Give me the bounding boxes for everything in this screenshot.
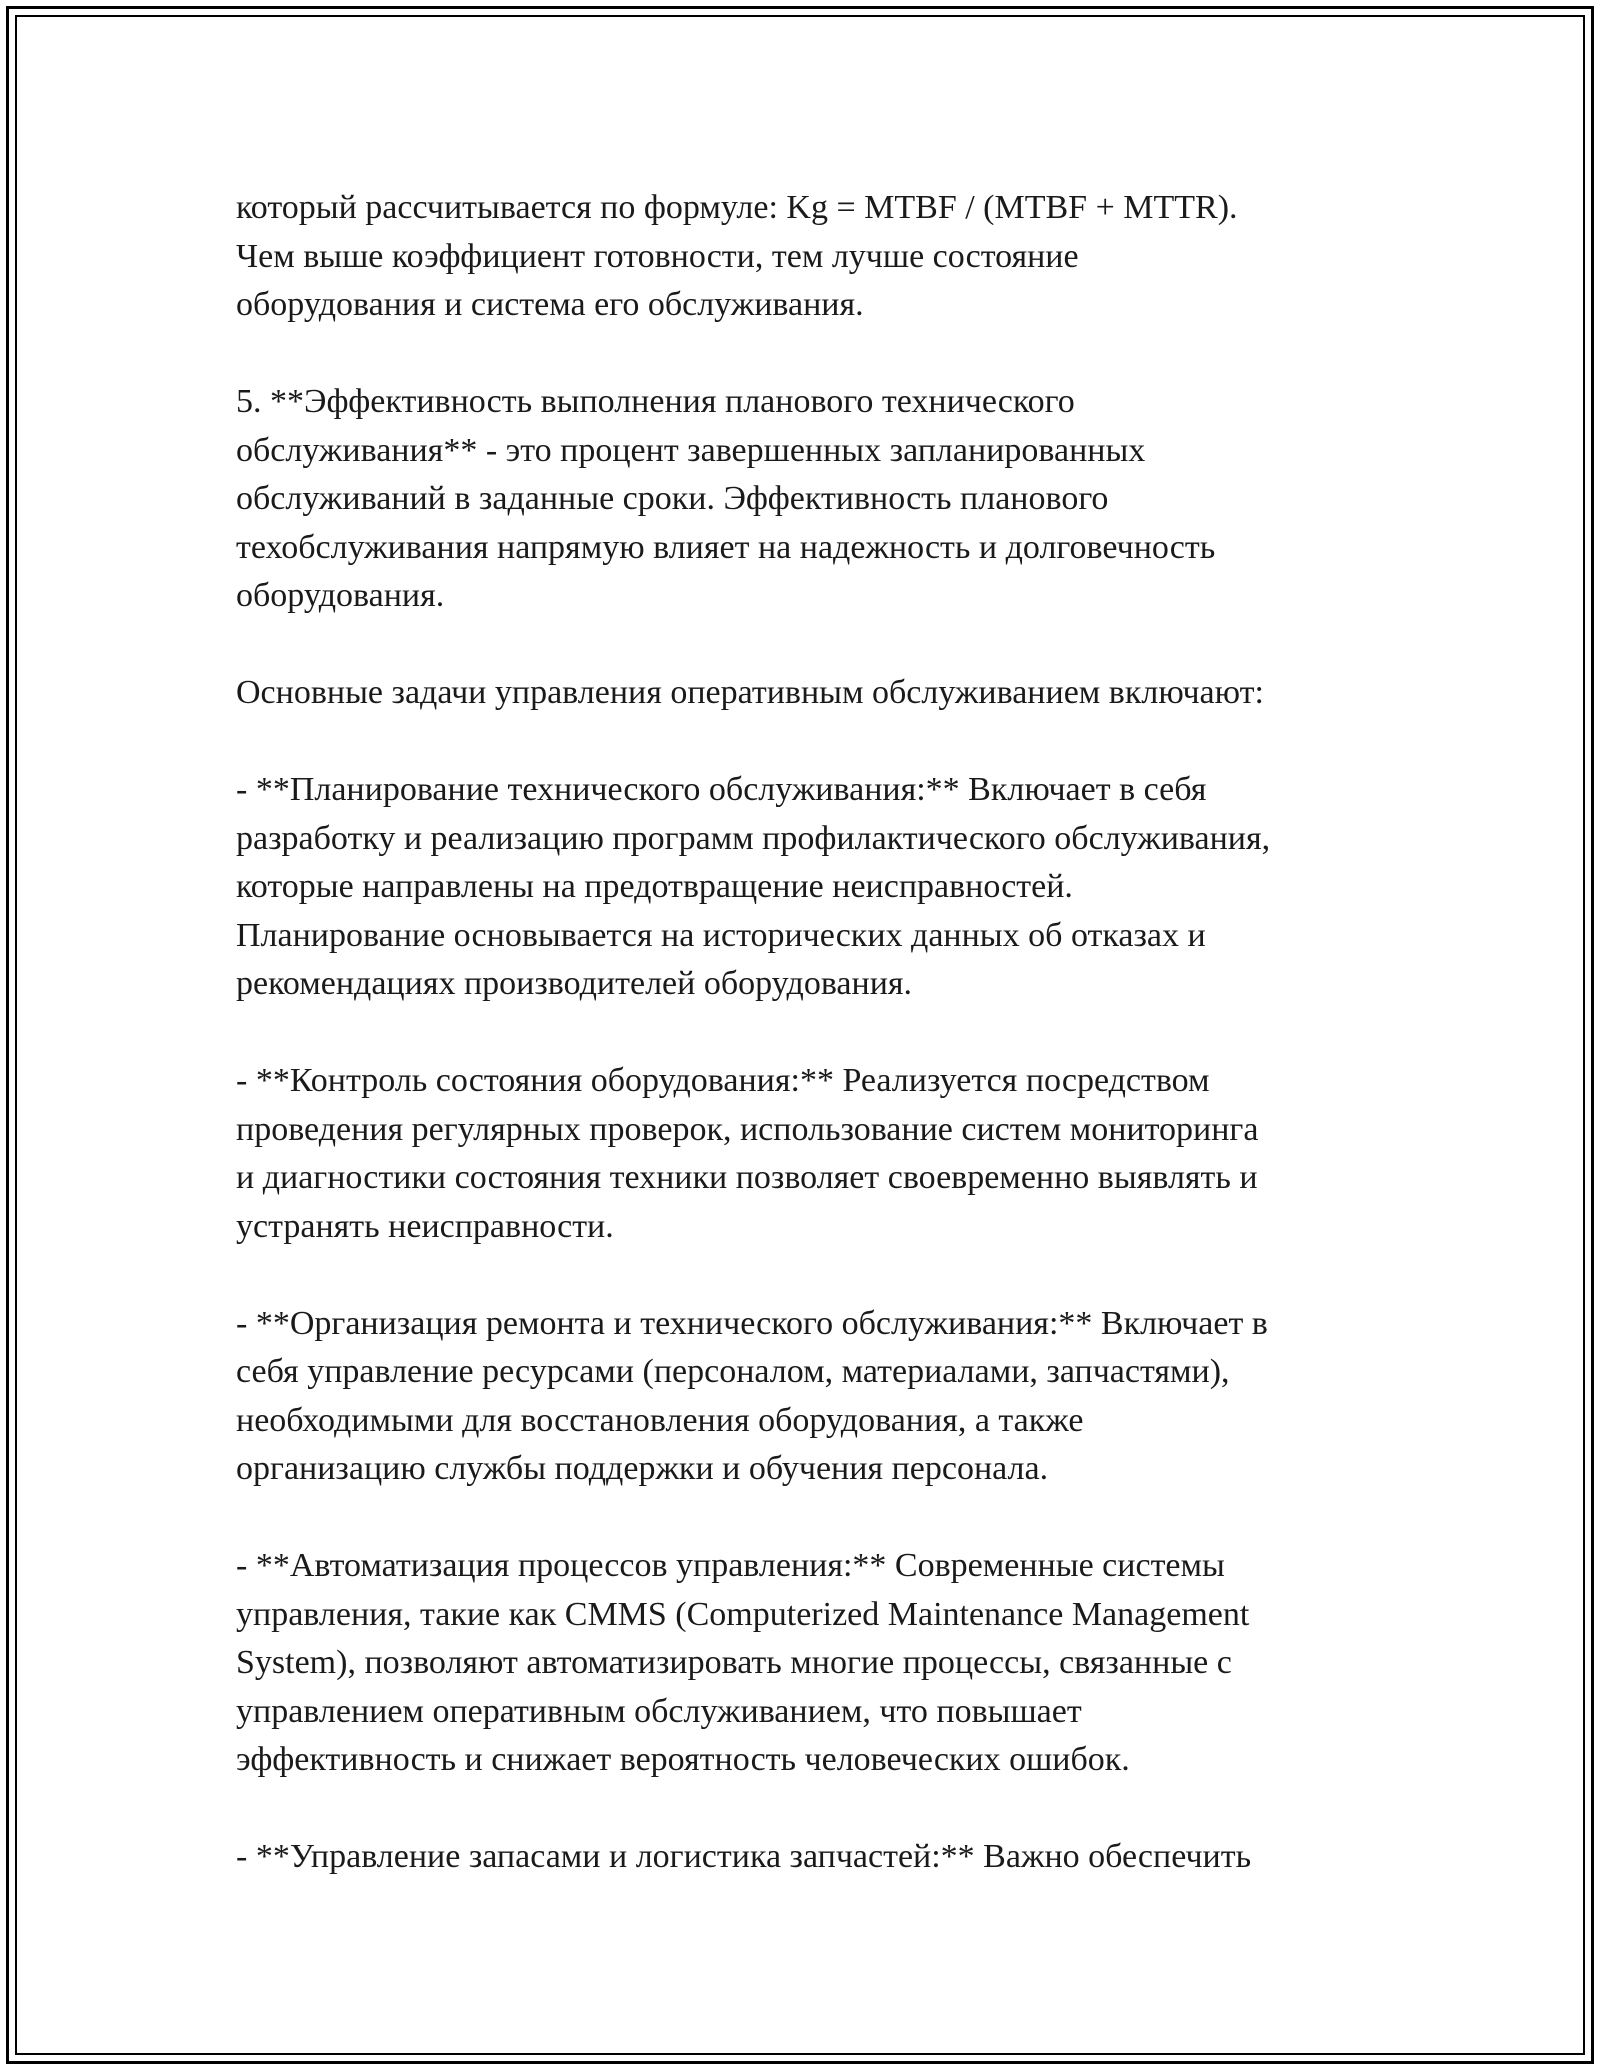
list-item-repair-organization: - **Организация ремонта и технического обслуживания:** Включает в себя управление ресурсами (персоналом, материалами, запчастями), необходимыми для восстановления оборудования, а также организацию службы поддержки и обучения персонала. (236, 1304, 1268, 1487)
paragraph-main-tasks-intro: Основные задачи управления оперативным обслуживанием включают: (236, 674, 1264, 711)
list-item-maintenance-planning: - **Планирование технического обслуживания:** Включает в себя разработку и реализацию программ профилактического обслуживания, которые направлены на предотвращение неисправностей. Планирование основывается на исторических данных об отказах и рекомендациях производителей оборудования. (236, 771, 1271, 1002)
paragraph-planned-maintenance-efficiency: 5. **Эффективность выполнения планового технического обслуживания** - это процент завершенных запланированных обслуживаний в заданные сроки. Эффективность планового техобслуживания напрямую влияет на надежность и долговечность оборудования. (236, 383, 1216, 614)
list-item-condition-monitoring: - **Контроль состояния оборудования:** Реализуется посредством проведения регулярных проверок, использование систем мониторинга и диагностики состояния техники позволяет своевременно выявлять и устранять неисправности. (236, 1062, 1259, 1245)
list-item-process-automation: - **Автоматизация процессов управления:** Современные системы управления, такие как CMMS (Computerized Maintenance Management System), позволяют автоматизировать многие процессы, связанные с управлением оперативным обслуживанием, что повышает эффективность и снижает вероятность человеческих ошибок. (236, 1547, 1250, 1778)
document-body (236, 184, 1376, 1882)
paragraph-availability-formula: который рассчитывается по формуле: Kg = MTBF / (MTBF + MTTR). Чем выше коэффициент готовности, тем лучше состояние оборудования и система его обслуживания. (236, 189, 1238, 323)
list-item-spare-parts-logistics: - **Управление запасами и логистика запчастей:** Важно обеспечить (236, 1838, 1252, 1875)
